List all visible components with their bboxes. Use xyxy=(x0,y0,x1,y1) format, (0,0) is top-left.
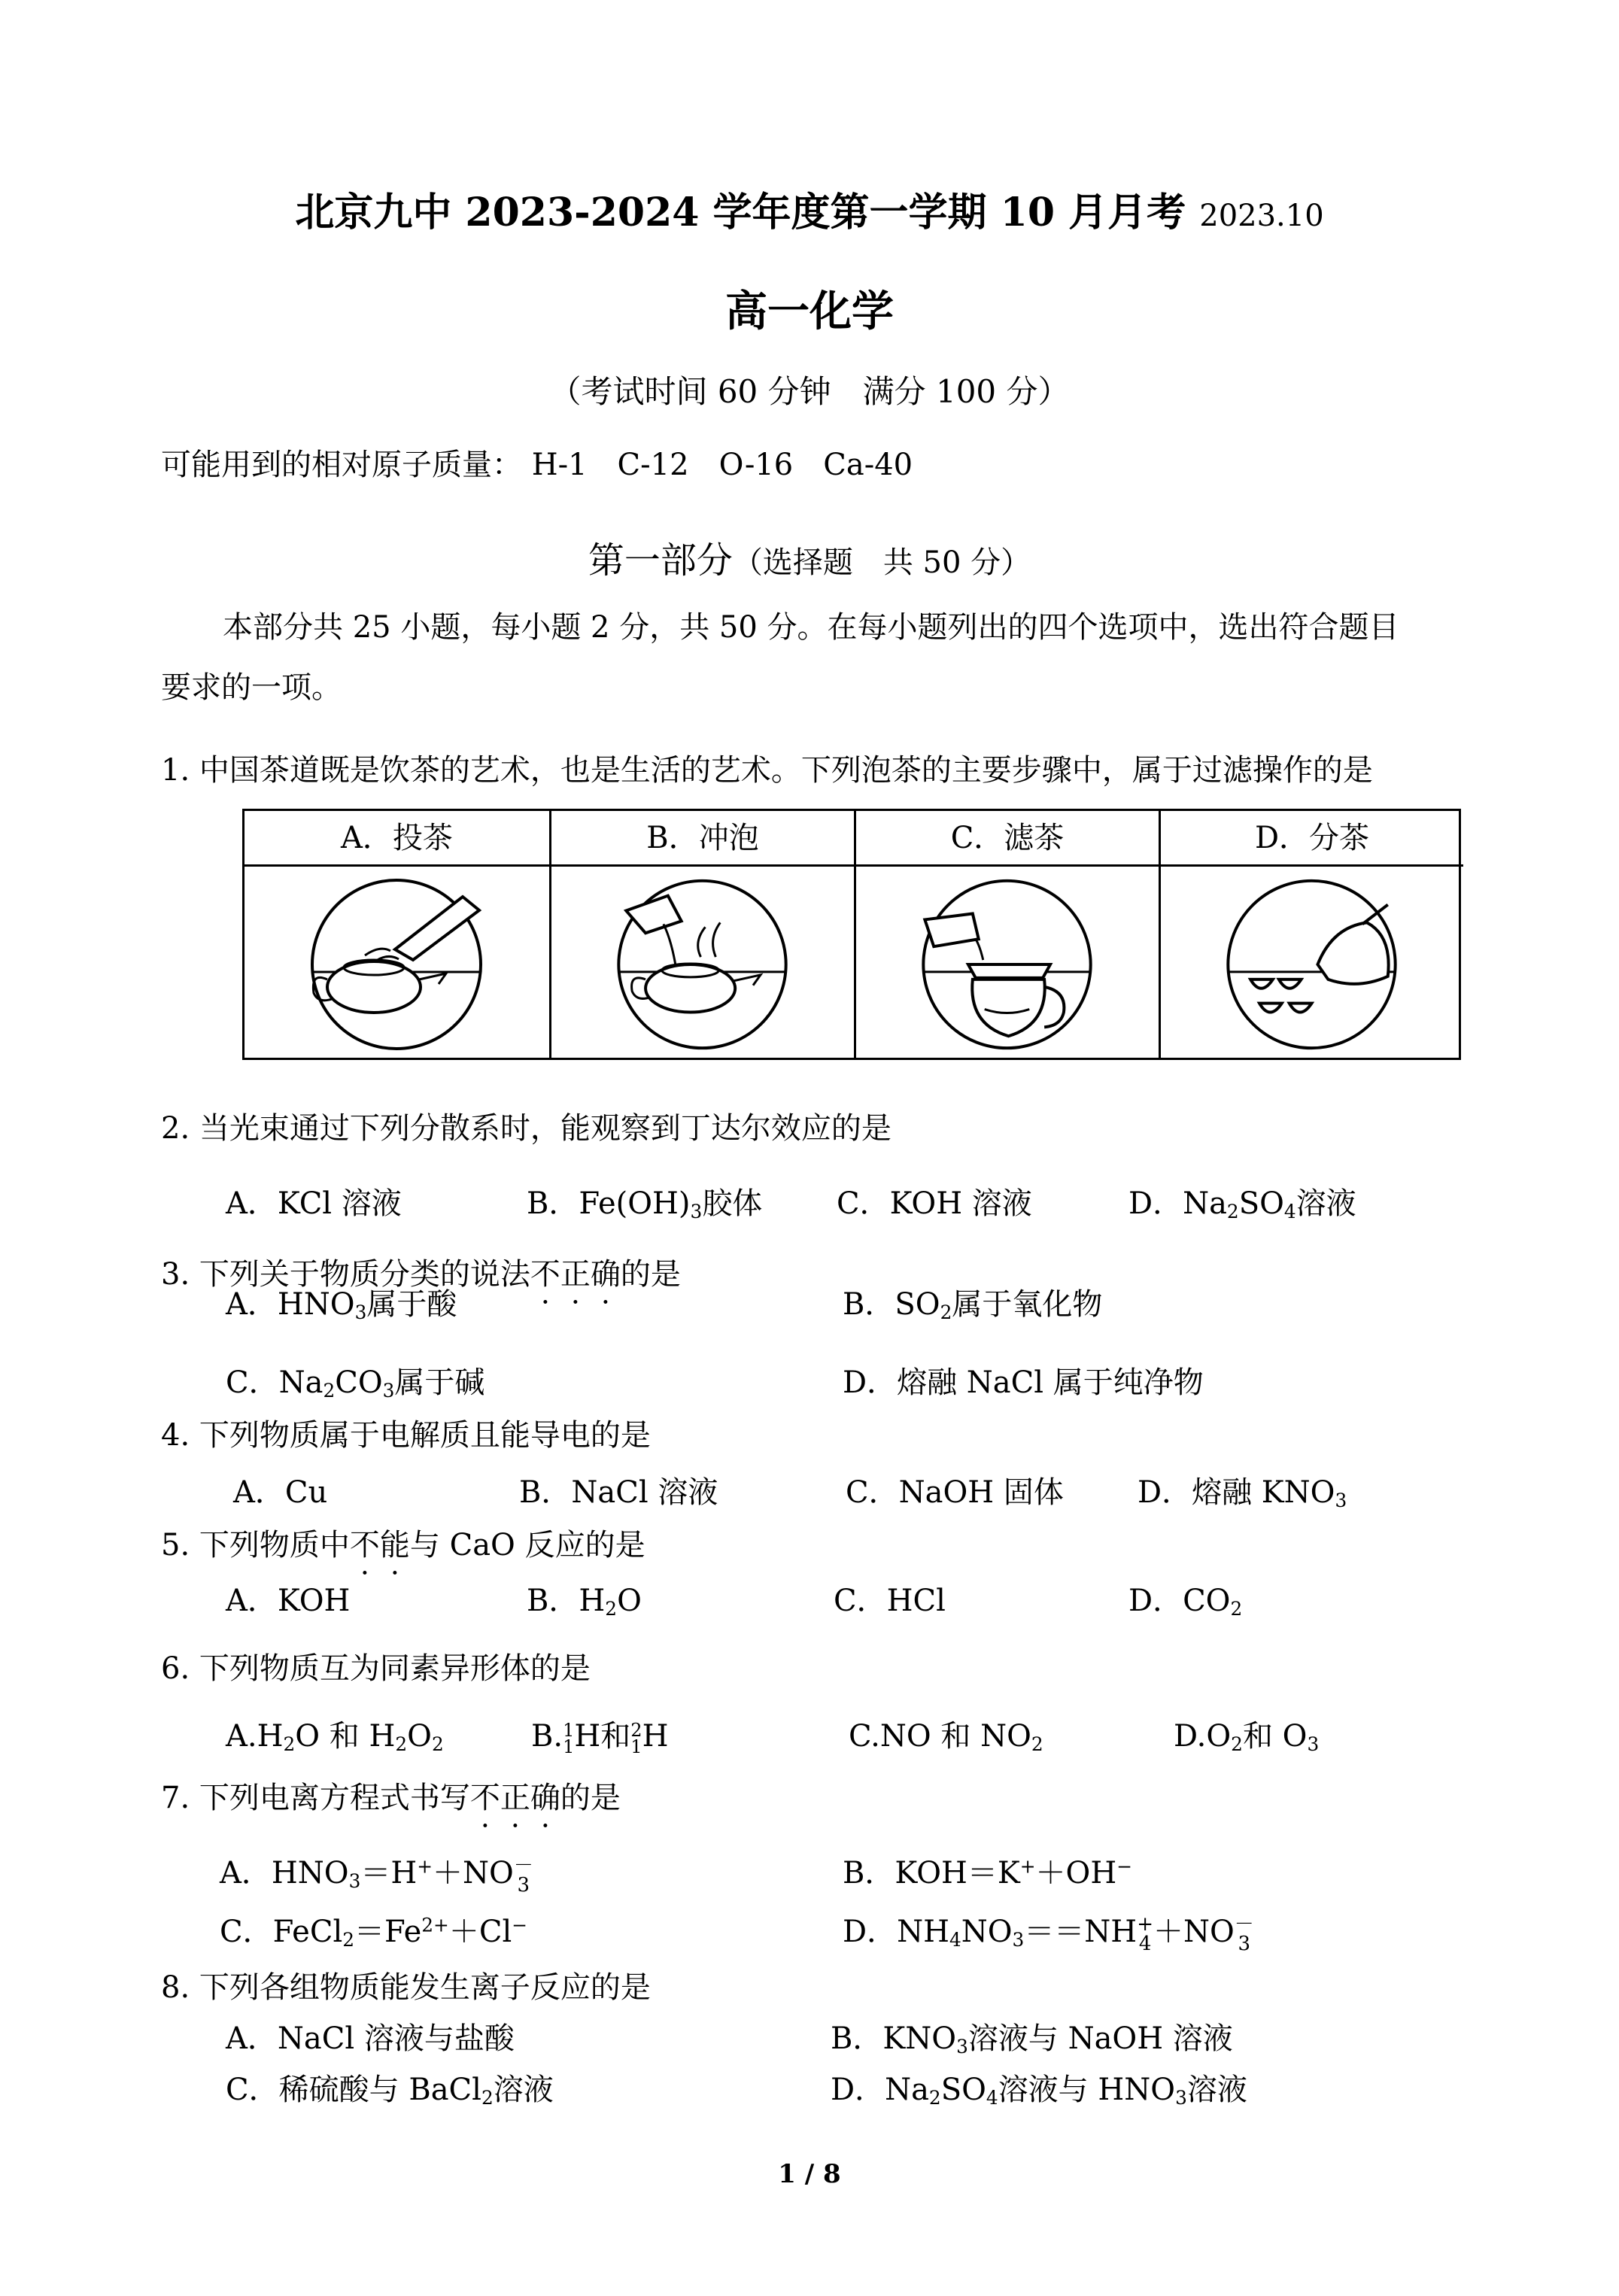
isotope-notation xyxy=(563,1722,574,1755)
formula-text: 溶液与 NaOH 溶液 xyxy=(967,2021,1233,2056)
question-8-option-c xyxy=(226,2069,554,2111)
subscript: 3 xyxy=(348,1870,361,1893)
formula-text: D．熔融 KNO xyxy=(1138,1475,1335,1510)
subscript: 2 xyxy=(1230,1598,1243,1620)
formula-text: O xyxy=(407,1719,432,1754)
formula-text: C．Na xyxy=(226,1365,323,1400)
tea-option-c xyxy=(854,811,1159,1058)
tea-option-label: C．滤茶 xyxy=(856,811,1159,867)
formula-text: ＋NO xyxy=(1153,1915,1235,1949)
tea-leaves-icon xyxy=(245,867,549,1059)
emphasis-char: 不 xyxy=(349,1528,380,1563)
question-7-option-a xyxy=(220,1852,533,1895)
formula-text: 属于碱 xyxy=(394,1365,485,1400)
instruction-line-2: 要求的一项。 xyxy=(161,670,342,705)
question-4-stem: 4. 下列物质属于电解质且能导电的是 xyxy=(161,1418,651,1453)
stem-text: 5. 下列物质中 xyxy=(161,1528,350,1563)
subscript: 4 xyxy=(1283,1201,1296,1223)
pouring-water-icon xyxy=(551,867,854,1059)
formula-text: O 和 H xyxy=(295,1719,396,1754)
formula-text: A．HNO xyxy=(220,1856,349,1891)
mass-number: 1 xyxy=(563,1720,575,1741)
formula-text: O xyxy=(617,1584,642,1618)
formula-text: NO xyxy=(961,1915,1013,1949)
subscript: 2 xyxy=(395,1733,408,1756)
stem-text: 的是 xyxy=(620,1257,681,1292)
question-5-option-d xyxy=(1128,1580,1242,1622)
formula-text: 溶液 xyxy=(1186,2073,1247,2107)
stem-text: 7. 下列电离方程式书写 xyxy=(161,1781,470,1815)
question-1-stem: 1. 中国茶道既是饮茶的艺术，也是生活的艺术。下列泡茶的主要步骤中，属于过滤操作的是 xyxy=(161,753,1373,788)
subscript: 2 xyxy=(283,1733,296,1756)
stem-text: 3. 下列关于物质分类的说法 xyxy=(161,1257,530,1292)
question-7-option-d xyxy=(843,1911,1254,1954)
instruction-line-1: 本部分共 25 小题，每小题 2 分，共 50 分。在每小题列出的四个选项中，选出符合题目 xyxy=(223,610,1399,645)
subscript: 4 xyxy=(949,1929,961,1951)
subscript: 3 xyxy=(1238,1933,1251,1955)
tea-option-label: A．投茶 xyxy=(245,811,549,867)
formula-text: H和 xyxy=(574,1719,631,1754)
question-7-stem xyxy=(161,1777,621,1819)
superscript: + xyxy=(1019,1855,1036,1878)
question-3-option-b xyxy=(843,1283,1102,1326)
formula-text: B. xyxy=(531,1719,563,1754)
subscript: 4 xyxy=(986,2087,998,2109)
subscript: 2 xyxy=(1031,1733,1043,1756)
atomic-masses: 可能用到的相对原子质量： H-1 C-12 O-16 Ca-40 xyxy=(161,448,913,482)
tea-option-a xyxy=(245,811,549,1058)
question-2-option-d xyxy=(1128,1183,1356,1225)
filtering-tea-icon xyxy=(856,867,1159,1059)
charge: － xyxy=(513,1854,533,1877)
section-title: 第一部分 xyxy=(588,539,733,582)
subscript: 3 xyxy=(1307,1733,1320,1756)
subscript: 2 xyxy=(323,1380,336,1402)
stem-text: 与 CaO 反应的是 xyxy=(409,1528,645,1563)
emphasis-char: 不 xyxy=(469,1781,500,1815)
formula-text: A．HNO xyxy=(226,1287,355,1322)
atomic-number: 1 xyxy=(630,1736,642,1757)
formula-text: 和 O xyxy=(1242,1719,1308,1754)
question-6-option-a xyxy=(226,1715,444,1757)
formula-text: 溶液与 HNO xyxy=(998,2073,1176,2107)
subscript: 2 xyxy=(1231,1733,1243,1756)
question-2-option-b xyxy=(527,1183,762,1225)
tea-steps-table xyxy=(242,809,1461,1060)
formula-text: D.O xyxy=(1174,1719,1232,1754)
question-5-option-c: C．HCl xyxy=(834,1584,946,1618)
question-2-option-a: A．KCl 溶液 xyxy=(226,1186,402,1221)
subscript: 2 xyxy=(928,2087,941,2109)
formula-text: C.NO 和 NO xyxy=(849,1719,1031,1754)
question-6-stem: 6. 下列物质互为同素异形体的是 xyxy=(161,1651,591,1686)
charge: + xyxy=(1137,1913,1153,1936)
formula-text: B．SO xyxy=(843,1287,940,1322)
formula-text: ＋Cl xyxy=(448,1915,512,1949)
formula-text: B．KOH＝K xyxy=(843,1856,1020,1891)
time-info: （考试时间 60 分钟 满分 100 分） xyxy=(549,373,1070,410)
subject-title: 高一化学 xyxy=(725,287,894,336)
formula-text: D．CO xyxy=(1128,1584,1231,1618)
serving-cups-icon xyxy=(1161,867,1463,1059)
question-5-stem xyxy=(161,1524,645,1566)
subscript: 3 xyxy=(1012,1929,1025,1951)
question-8-option-b xyxy=(831,2018,1233,2060)
emphasis-char: 确 xyxy=(530,1781,560,1815)
subscript: 3 xyxy=(956,2036,968,2058)
formula-text: D．Na xyxy=(831,2073,929,2107)
question-4-option-a: A．Cu xyxy=(233,1475,328,1510)
question-5-option-b xyxy=(527,1580,642,1622)
formula-text: C．稀硫酸与 BaCl xyxy=(226,2073,481,2107)
question-6-option-c xyxy=(849,1715,1043,1757)
emphasis-char: 正 xyxy=(560,1257,591,1292)
question-6-option-d xyxy=(1174,1715,1319,1757)
formula-text: SO xyxy=(1238,1186,1284,1221)
question-4-option-b: B．NaCl 溶液 xyxy=(519,1475,718,1510)
formula-text: ＝＝NH xyxy=(1024,1915,1138,1949)
formula-text: 溶液 xyxy=(493,2073,554,2107)
subscript: 2 xyxy=(940,1301,952,1324)
formula-text: D．NH xyxy=(843,1915,949,1949)
subscript: 2 xyxy=(605,1598,618,1620)
emphasis-char: 不 xyxy=(530,1257,560,1292)
exam-title xyxy=(0,181,1619,237)
subscript: 3 xyxy=(354,1301,367,1324)
emphasis-char: 确 xyxy=(590,1257,621,1292)
subscript: 3 xyxy=(690,1201,703,1223)
question-5-option-a: A．KOH xyxy=(226,1584,351,1618)
formula-text: ＋NO xyxy=(433,1856,514,1891)
formula-text: 属于氧化物 xyxy=(952,1287,1103,1322)
charge: － xyxy=(1234,1913,1254,1936)
ion-notation xyxy=(1137,1915,1153,1954)
formula-text: 属于酸 xyxy=(366,1287,457,1322)
superscript: − xyxy=(512,1914,528,1936)
question-4-option-c: C．NaOH 固体 xyxy=(846,1475,1064,1510)
superscript: 2+ xyxy=(421,1914,449,1936)
formula-text: D．Na xyxy=(1128,1186,1227,1221)
superscript: − xyxy=(1116,1855,1133,1878)
formula-text: C．FeCl xyxy=(220,1915,343,1949)
question-7-option-c xyxy=(220,1911,527,1953)
subscript: 2 xyxy=(481,2087,494,2109)
question-8-stem: 8. 下列各组物质能发生离子反应的是 xyxy=(161,1970,651,2005)
section-heading xyxy=(0,531,1619,583)
exam-date: 2023.10 xyxy=(1199,199,1324,233)
formula-text: A.H xyxy=(226,1719,284,1754)
isotope-notation xyxy=(630,1722,642,1755)
formula-text: ＝Fe xyxy=(354,1915,422,1949)
section-subtitle: （选择题 共 50 分） xyxy=(732,545,1031,580)
subscript: 3 xyxy=(1335,1490,1347,1512)
emphasis-char: 能 xyxy=(379,1528,410,1563)
question-7-option-b xyxy=(843,1852,1132,1894)
atomic-number: 1 xyxy=(563,1736,575,1757)
page-number: 1 / 8 xyxy=(778,2159,841,2189)
question-3-option-a xyxy=(226,1283,457,1326)
superscript: + xyxy=(417,1855,433,1878)
subscript: 2 xyxy=(1226,1201,1239,1223)
question-3-option-c xyxy=(226,1362,484,1404)
question-4-option-d xyxy=(1138,1471,1347,1514)
formula-text: 胶体 xyxy=(702,1186,763,1221)
formula-text: ＋OH xyxy=(1035,1856,1117,1891)
formula-text: B．Fe(OH) xyxy=(527,1186,691,1221)
tea-option-label: B．冲泡 xyxy=(551,811,854,867)
tea-option-b xyxy=(549,811,854,1058)
title-text: 北京九中 2023-2024 学年度第一学期 10 月月考 xyxy=(295,190,1186,235)
ion-notation xyxy=(514,1856,533,1895)
subscript: 2 xyxy=(431,1733,444,1756)
subscript: 4 xyxy=(1138,1933,1152,1955)
question-3-option-d: D．熔融 NaCl 属于纯净物 xyxy=(843,1365,1204,1400)
question-8-option-d xyxy=(831,2069,1247,2111)
tea-option-label: D．分茶 xyxy=(1161,811,1463,867)
formula-text: CO xyxy=(335,1365,383,1400)
formula-text: 溶液 xyxy=(1296,1186,1356,1221)
subscript: 2 xyxy=(342,1929,355,1951)
formula-text: SO xyxy=(940,2073,986,2107)
ion-notation xyxy=(1235,1915,1254,1954)
question-2-stem: 2. 当光束通过下列分散系时，能观察到丁达尔效应的是 xyxy=(161,1111,892,1146)
question-2-option-c: C．KOH 溶液 xyxy=(837,1186,1032,1221)
formula-text: B．KNO xyxy=(831,2021,957,2056)
formula-text: B．H xyxy=(527,1584,606,1618)
stem-text: 的是 xyxy=(560,1781,621,1815)
tea-option-d xyxy=(1159,811,1463,1058)
subscript: 3 xyxy=(382,1380,395,1402)
subscript: 3 xyxy=(1175,2087,1187,2109)
question-6-option-b xyxy=(531,1715,668,1757)
mass-number: 2 xyxy=(630,1720,642,1741)
subscript: 3 xyxy=(517,1874,530,1897)
emphasis-char: 正 xyxy=(500,1781,530,1815)
formula-text: ＝H xyxy=(360,1856,418,1891)
question-8-option-a: A．NaCl 溶液与盐酸 xyxy=(226,2021,515,2056)
formula-text: H xyxy=(642,1719,669,1754)
